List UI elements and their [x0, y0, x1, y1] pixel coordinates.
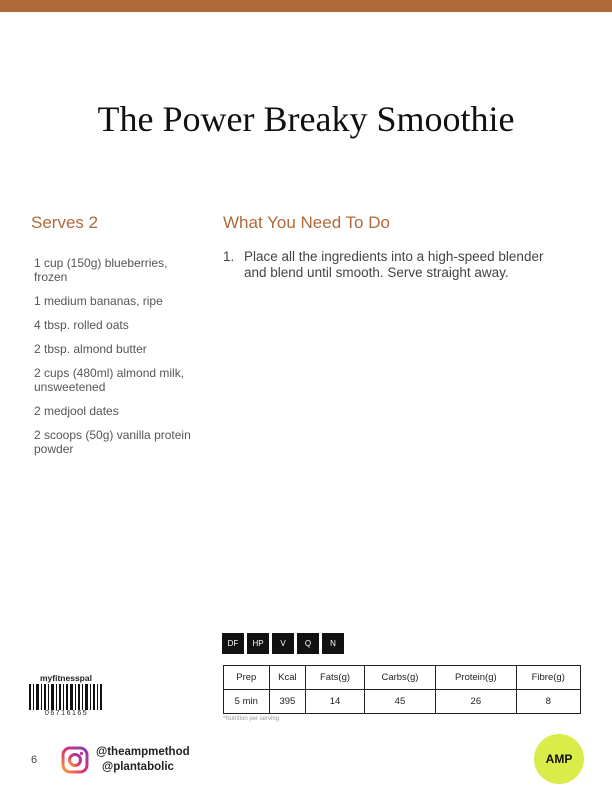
column-header: Kcal	[269, 666, 306, 690]
badge-nuts: N	[322, 633, 344, 654]
column-header: Prep	[224, 666, 270, 690]
amp-logo: AMP	[534, 734, 584, 784]
step-text: Place all the ingredients into a high-speed blender and blend until smooth. Serve straight away.	[244, 249, 544, 280]
badge-quick: Q	[297, 633, 319, 654]
handle-theampmethod[interactable]: @theampmethod	[96, 746, 190, 758]
instagram-icon[interactable]	[61, 746, 89, 774]
header-accent-bar	[0, 0, 612, 12]
column-header: Protein(g)	[436, 666, 516, 690]
ingredient-item: 2 scoops (50g) vanilla protein powder	[34, 428, 191, 456]
column-header: Fibre(g)	[516, 666, 581, 690]
ingredient-item: 2 cups (480ml) almond milk, unsweetened	[34, 366, 185, 394]
method-step	[223, 249, 568, 281]
table-cell: 14	[306, 690, 365, 714]
badge-vegan: V	[272, 633, 294, 654]
column-header: Carbs(g)	[364, 666, 435, 690]
method-steps	[223, 249, 568, 281]
ingredient-list	[34, 256, 204, 466]
ingredient-item: 2 medjool dates	[34, 404, 119, 418]
serves-heading: Serves 2	[31, 213, 99, 232]
social-handles	[96, 745, 190, 775]
handle-plantabolic[interactable]: @plantabolic	[102, 761, 174, 773]
myfitnesspal-label: myfitnesspal	[40, 673, 92, 683]
barcode-icon[interactable]	[28, 684, 102, 710]
diet-badges	[222, 633, 347, 654]
table-cell: 26	[436, 690, 516, 714]
nutrition-table	[223, 665, 581, 714]
table-cell: 5 min	[224, 690, 270, 714]
ingredient-item: 1 medium bananas, ripe	[34, 294, 163, 308]
nutrition-note: *Nutrition per serving	[223, 716, 280, 722]
table-cell: 45	[364, 690, 435, 714]
nutrition-header-row	[224, 666, 581, 690]
table-cell: 8	[516, 690, 581, 714]
column-header: Fats(g)	[306, 666, 365, 690]
badge-high-protein: HP	[247, 633, 269, 654]
page-number: 6	[31, 754, 38, 766]
badge-dairy-free: DF	[222, 633, 244, 654]
method-heading: What You Need To Do	[223, 213, 390, 232]
nutrition-value-row	[224, 690, 581, 714]
step-number: 1.	[223, 249, 235, 264]
recipe-title: The Power Breaky Smoothie	[97, 99, 515, 139]
barcode-number: 06716165	[45, 710, 89, 717]
ingredient-item: 1 cup (150g) blueberries, frozen	[34, 256, 168, 284]
ingredient-item: 2 tbsp. almond butter	[34, 342, 147, 356]
table-cell: 395	[269, 690, 306, 714]
ingredient-item: 4 tbsp. rolled oats	[34, 318, 129, 332]
